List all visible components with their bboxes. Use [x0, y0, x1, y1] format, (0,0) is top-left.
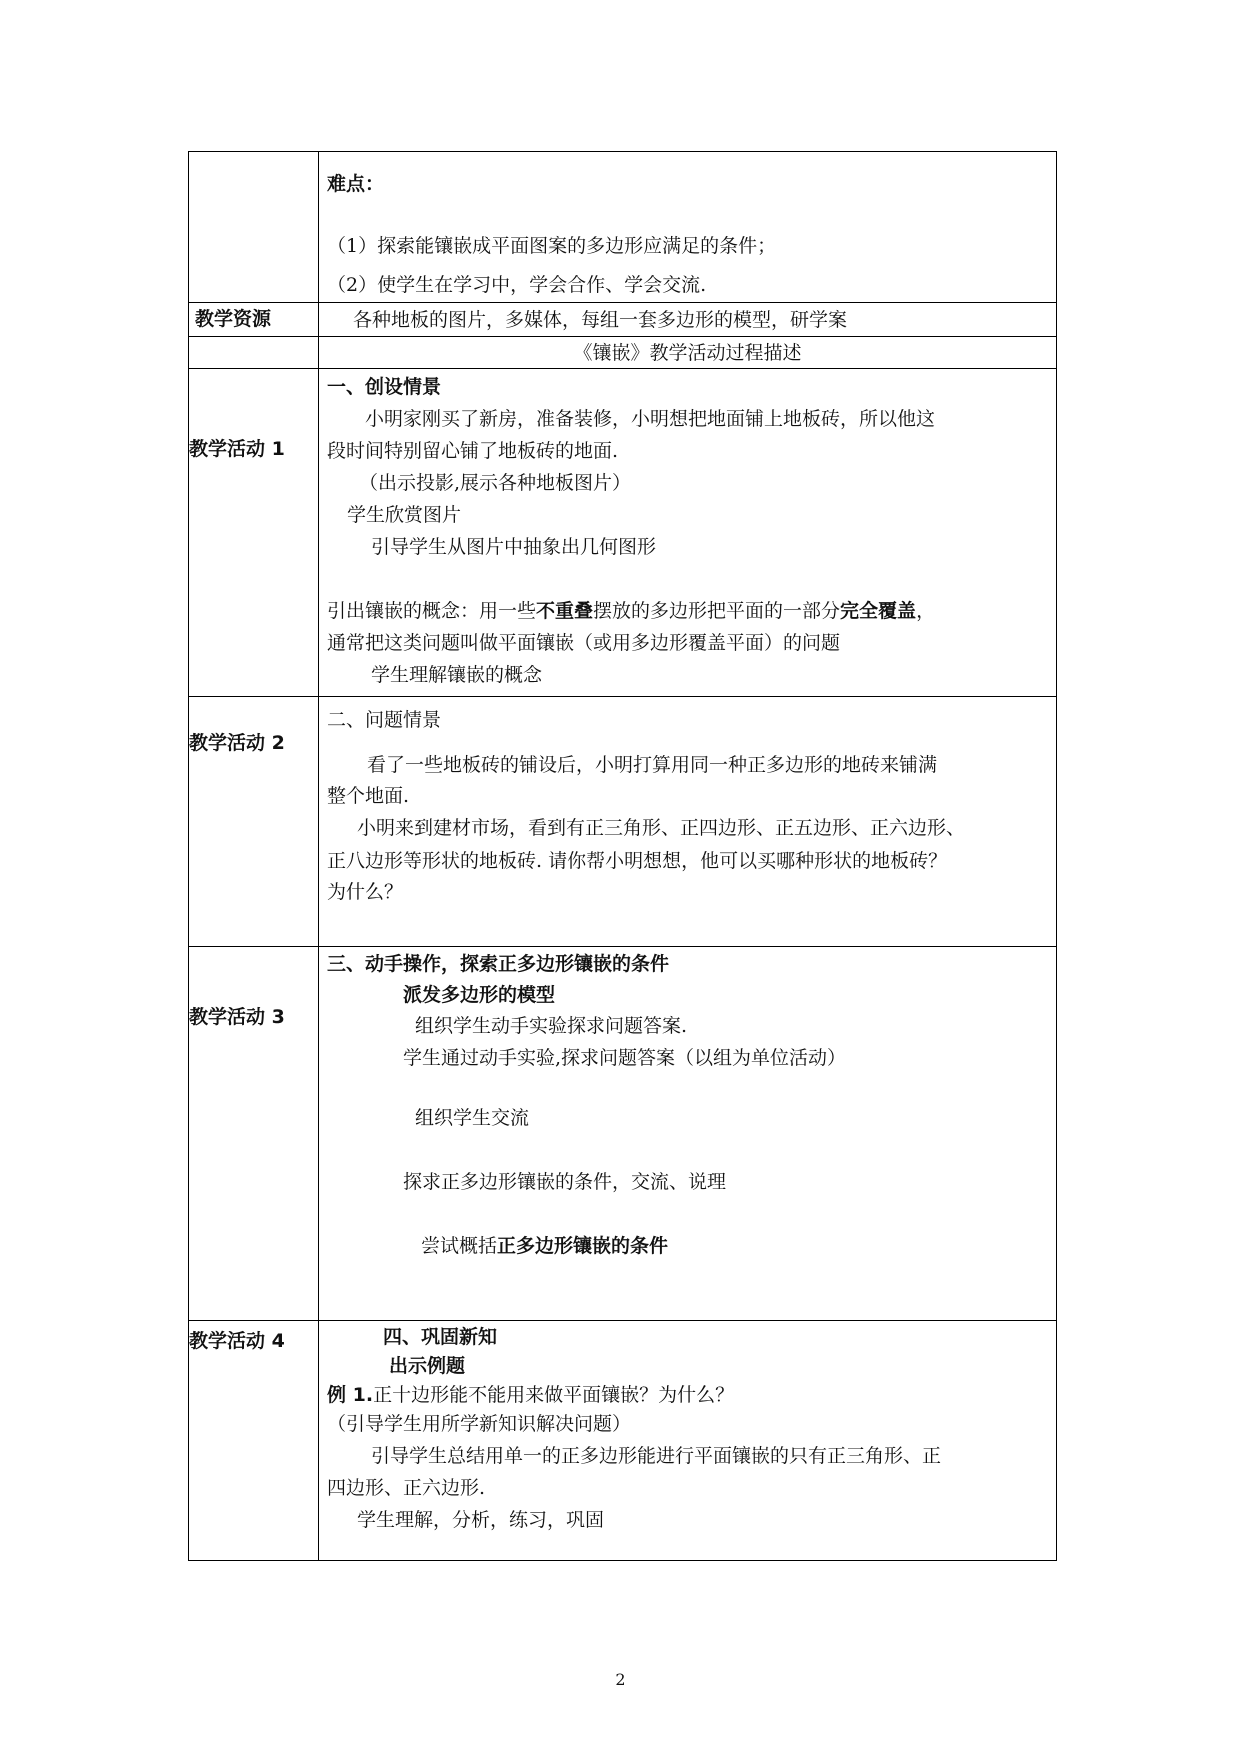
activity-1-row [189, 369, 1057, 697]
process-title-row [189, 337, 1057, 369]
concept-part-3: 摆放的多边形把平面的一部分 [593, 600, 841, 622]
activity-4-label-text: 教学活动 4 [189, 1330, 285, 1352]
activity-4-line-4: 学生理解，分析，练习，巩固 [357, 1509, 605, 1531]
resources-label: 教学资源 [189, 303, 319, 337]
activity-2-heading: 二、问题情景 [327, 709, 442, 731]
activity-4-label [189, 1321, 319, 1561]
activity-3-row [189, 947, 1057, 1321]
difficulty-heading: 难点： [327, 173, 385, 195]
example-label: 例 1. [327, 1384, 374, 1406]
concept-part-1: 引出镶嵌的概念：用一些 [327, 600, 537, 622]
activity-2-label [189, 697, 319, 947]
activity-3-line-5b: 正多边形镶嵌的条件 [497, 1235, 669, 1257]
activity-4-row [189, 1321, 1057, 1561]
difficulty-item-2: （2）使学生在学习中，学会合作、学会交流. [327, 274, 707, 296]
activity-3-line-5a: 尝试概括 [421, 1235, 498, 1257]
activity-3-line-1: 组织学生动手实验探求问题答案. [415, 1015, 688, 1037]
activity-4-line-2: 引导学生总结用单一的正多边形能进行平面镶嵌的只有正三角形、正 [371, 1445, 942, 1467]
activity-2-line-3: 小明来到建材市场，看到有正三角形、正四边形、正五边形、正六边形、 [357, 817, 966, 839]
resources-row [189, 303, 1057, 337]
process-title-text: 《镶嵌》教学活动过程描述 [573, 341, 802, 364]
activity-2-line-5: 为什么？ [327, 881, 404, 903]
concept-full-cover: 完全覆盖 [840, 600, 917, 622]
activity-2-line-2: 整个地面. [327, 785, 410, 807]
difficulty-item-1: （1）探索能镶嵌成平面图案的多边形应满足的条件； [327, 235, 777, 257]
activity-1-line-7: 通常把这类问题叫做平面镶嵌（或用多边形覆盖平面）的问题 [327, 632, 841, 654]
activity-1-line-3: （出示投影,展示各种地板图片） [359, 472, 632, 494]
activity-1-line-5: 引导学生从图片中抽象出几何图形 [371, 536, 657, 558]
resources-text [319, 303, 1057, 337]
activity-1-label [189, 369, 319, 697]
activity-3-label-text: 教学活动 3 [189, 1006, 285, 1028]
activity-4-line-1: （引导学生用所学新知识解决问题） [327, 1413, 632, 1435]
difficulty-content-cell [319, 152, 1057, 303]
activity-3-line-5 [327, 1231, 1056, 1261]
concept-no-overlap: 不重叠 [536, 600, 594, 622]
activity-4-content [319, 1321, 1057, 1561]
activity-1-line-2: 段时间特别留心铺了地板砖的地面. [327, 440, 619, 462]
concept-part-5: ， [916, 600, 936, 622]
lesson-plan-table [188, 151, 1057, 1561]
activity-4-sub: 出示例题 [389, 1355, 466, 1377]
activity-4-line-3: 四边形、正六边形. [327, 1477, 486, 1499]
resources-value: 各种地板的图片，多媒体，每组一套多边形的模型，研学案 [353, 308, 848, 331]
activity-1-line-1: 小明家刚买了新房，准备装修，小明想把地面铺上地板砖，所以他这 [365, 408, 936, 430]
activity-3-heading: 三、动手操作，探索正多边形镶嵌的条件 [327, 953, 670, 975]
activity-3-line-3: 组织学生交流 [415, 1107, 530, 1129]
process-title [319, 337, 1057, 369]
activity-3-label [189, 947, 319, 1321]
activity-3-content [319, 947, 1057, 1321]
activity-1-line-8: 学生理解镶嵌的概念 [371, 664, 543, 686]
activity-4-heading: 四、巩固新知 [383, 1326, 498, 1348]
activity-1-concept [327, 595, 1056, 627]
activity-2-line-1: 看了一些地板砖的铺设后，小明打算用同一种正多边形的地砖来铺满 [367, 754, 938, 776]
activity-1-content [319, 369, 1057, 697]
activity-2-content [319, 697, 1057, 947]
activity-1-blank [327, 563, 1056, 595]
page-number: 2 [615, 1670, 626, 1689]
process-title-empty [189, 337, 319, 369]
activity-1-line-4: 学生欣赏图片 [347, 504, 462, 526]
activity-1-label-text: 教学活动 1 [189, 438, 285, 460]
activity-2-line-4: 正八边形等形状的地板砖. 请你帮小明想想，他可以买哪种形状的地板砖？ [327, 850, 948, 872]
difficulty-row [189, 152, 1057, 303]
difficulty-label-cell [189, 152, 319, 303]
activity-3-sub: 派发多边形的模型 [403, 984, 556, 1006]
activity-3-line-4: 探求正多边形镶嵌的条件，交流、说理 [403, 1171, 727, 1193]
activity-4-example [327, 1381, 1056, 1410]
activity-1-heading: 一、创设情景 [327, 376, 442, 398]
example-text: 正十边形能不能用来做平面镶嵌？为什么？ [373, 1384, 735, 1406]
activity-2-label-text: 教学活动 2 [189, 732, 285, 754]
activity-3-line-2: 学生通过动手实验,探求问题答案（以组为单位活动） [403, 1047, 847, 1069]
activity-2-row [189, 697, 1057, 947]
